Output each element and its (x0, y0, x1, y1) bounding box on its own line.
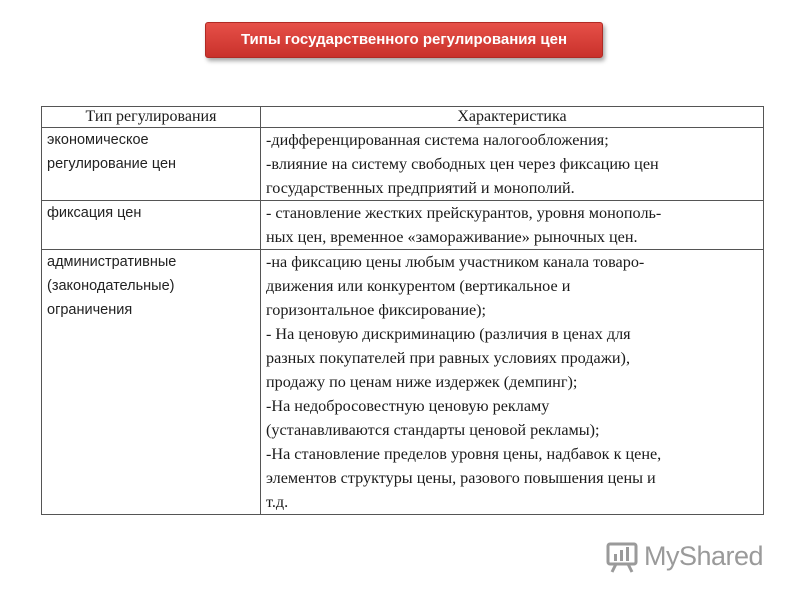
characteristic-line: продажу по ценам ниже издержек (демпинг); (266, 373, 578, 391)
regulation-type-line: административные (47, 254, 177, 270)
regulation-type-line: фиксация цен (47, 205, 142, 221)
characteristic-line: -На становление пределов уровня цены, надбавок к цене, (266, 445, 662, 463)
characteristic-line: элементов структуры цены, разового повышения цены и (266, 469, 656, 487)
myshared-logo-icon (606, 538, 638, 574)
characteristic-line: движения или конкурентом (вертикальное и (266, 277, 571, 295)
characteristic-line: -дифференцированная система налогообложения; (266, 131, 609, 149)
regulation-type-line: экономическое (47, 132, 149, 148)
characteristic-line: ных цен, временное «замораживание» рыночных цен. (266, 228, 638, 246)
table-row (42, 128, 764, 201)
myshared-watermark[interactable] (606, 536, 763, 576)
regulation-type-cell (42, 128, 261, 201)
characteristic-line: горизонтальное фиксирование); (266, 301, 487, 319)
column-header-type: Тип регулирования (42, 107, 261, 128)
characteristic-line: (устанавливаются стандарты ценовой рекламы); (266, 421, 600, 439)
characteristic-cell (261, 128, 764, 201)
regulation-type-line: (законодательные) (47, 278, 175, 294)
table-row (42, 250, 764, 515)
characteristic-line: - На ценовую дискриминацию (различия в ценах для (266, 325, 631, 343)
page-title: Типы государственного регулирования цен (205, 22, 603, 58)
characteristic-cell (261, 250, 764, 515)
column-header-characteristic: Характеристика (261, 107, 764, 128)
characteristic-line: -влияние на систему свободных цен через фиксацию цен (266, 155, 659, 173)
characteristic-line: т.д. (266, 493, 289, 511)
regulation-type-cell (42, 201, 261, 250)
watermark-text: MyShared (644, 540, 764, 571)
regulation-type-line: ограничения (47, 302, 133, 318)
table-row (42, 201, 764, 250)
characteristic-cell (261, 201, 764, 250)
characteristic-line: - становление жестких прейскурантов, уровня монополь- (266, 204, 662, 222)
table-header-row (42, 107, 764, 128)
characteristic-line: -на фиксацию цены любым участником канала товаро- (266, 253, 645, 271)
regulation-type-cell (42, 250, 261, 515)
regulation-type-line: регулирование цен (47, 156, 177, 172)
regulation-table (41, 106, 764, 515)
characteristic-line: разных покупателей при равных условиях продажи), (266, 349, 630, 367)
characteristic-line: государственных предприятий и монополий. (266, 179, 575, 197)
characteristic-line: -На недобросовестную ценовую рекламу (266, 397, 550, 415)
